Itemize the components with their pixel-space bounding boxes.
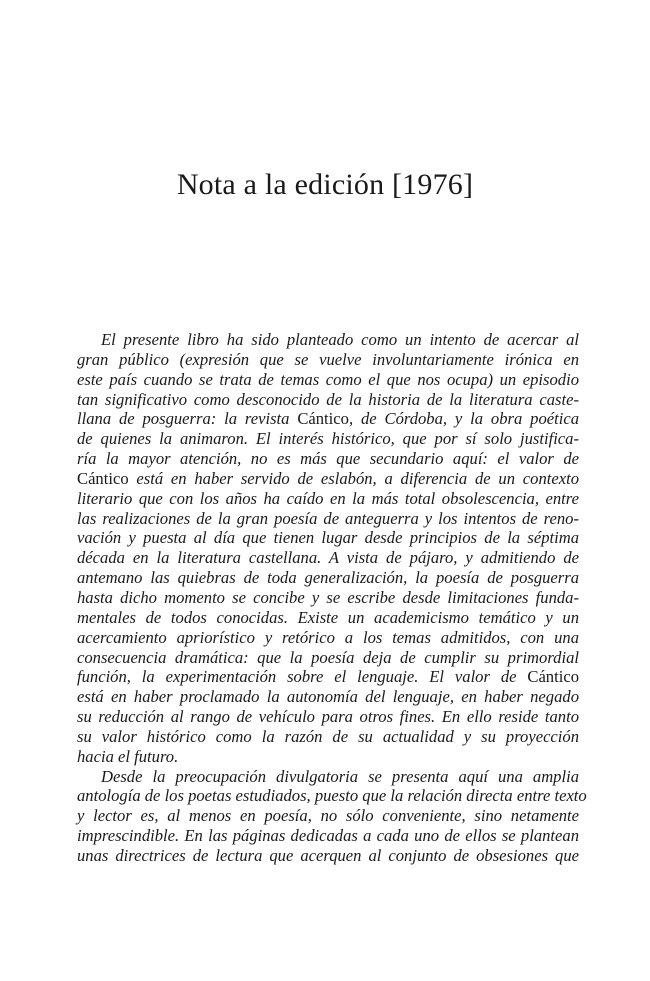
text-run: de quienes la animaron. El interés histórico, que por sí solo justifica- bbox=[77, 429, 579, 449]
paragraph bbox=[77, 330, 579, 767]
text-line bbox=[77, 588, 579, 608]
paragraph bbox=[77, 766, 587, 866]
text-line bbox=[77, 509, 579, 529]
text-run: Desde la preocupación divulgatoria se presenta aquí una amplia bbox=[101, 766, 579, 786]
text-line bbox=[77, 469, 579, 489]
text-line bbox=[77, 429, 579, 449]
text-line bbox=[77, 767, 579, 787]
text-run: hacia el futuro. bbox=[77, 746, 179, 766]
text-run: este país cuando se trata de temas como el que nos ocupa) un episodio bbox=[77, 369, 579, 389]
text-run: está en haber proclamado la autonomía del lenguaje, en haber negado bbox=[77, 687, 579, 707]
text-run: su valor histórico como la razón de su actualidad y su proyección bbox=[77, 726, 579, 746]
text-run: tan significativo como desconocido de la historia de la literatura caste- bbox=[77, 389, 579, 409]
text-run: gran público (expresión que se vuelve involuntariamente irónica en bbox=[77, 349, 579, 369]
text-line bbox=[77, 826, 579, 846]
text-run: y lector es, al menos en poesía, no sólo conveniente, sino netamente bbox=[77, 806, 579, 826]
text-line bbox=[77, 707, 579, 727]
journal-title: Cántico bbox=[527, 667, 579, 687]
text-run: ría la mayor atención, no es más que secundario aquí: el valor de bbox=[77, 449, 579, 469]
text-line bbox=[77, 449, 579, 469]
text-line bbox=[77, 370, 579, 390]
text-line bbox=[77, 528, 579, 548]
text-line bbox=[77, 806, 579, 826]
text-run: llana de posguerra: la revista bbox=[77, 409, 298, 429]
text-line bbox=[77, 330, 579, 350]
text-line bbox=[77, 350, 579, 370]
text-run: vación y puesta al día que tienen lugar desde principios de la séptima bbox=[77, 528, 579, 548]
text-run: antemano las quiebras de toda generalización, la poesía de posguerra bbox=[77, 568, 579, 588]
text-run: consecuencia dramática: que la poesía deja de cumplir su primordial bbox=[77, 647, 579, 667]
text-line bbox=[77, 667, 579, 687]
text-run: unas directrices de lectura que acerquen al conjunto de obsesiones que bbox=[77, 845, 579, 865]
body-text bbox=[77, 330, 587, 866]
text-line bbox=[77, 568, 579, 588]
text-run: , de Córdoba, y la obra poética bbox=[348, 409, 579, 429]
text-line bbox=[77, 608, 579, 628]
text-run: imprescindible. En las páginas dedicadas a cada uno de ellos se plantean bbox=[77, 826, 579, 846]
text-line bbox=[77, 648, 579, 668]
text-line bbox=[77, 786, 587, 806]
text-run: El presente libro ha sido planteado como un intento de acercar al bbox=[101, 330, 579, 349]
text-run: hasta dicho momento se concibe y se escribe desde limitaciones funda- bbox=[77, 587, 579, 607]
journal-title: Cántico bbox=[77, 468, 129, 488]
text-line bbox=[77, 548, 579, 568]
text-run: las realizaciones de la gran poesía de anteguerra y los intentos de reno- bbox=[77, 508, 579, 528]
text-run: mentales de todos conocidas. Existe un academicismo temático y un bbox=[77, 607, 579, 627]
text-line bbox=[77, 846, 579, 866]
text-line bbox=[77, 628, 579, 648]
text-run: su reducción al rango de vehículo para otros fines. En ello reside tanto bbox=[77, 707, 579, 727]
text-run: está en haber servido de eslabón, a diferencia de un contexto bbox=[128, 468, 579, 488]
text-run: década en la literatura castellana. A vista de pájaro, y admitiendo de bbox=[77, 548, 579, 568]
text-line bbox=[77, 747, 579, 767]
page-title: Nota a la edición [1976] bbox=[176, 168, 474, 201]
text-line bbox=[77, 390, 579, 410]
text-run: acercamiento apriorístico y retórico a los temas admitidos, con una bbox=[77, 627, 579, 647]
text-run: literario que con los años ha caído en la más total obsolescencia, entre bbox=[77, 488, 579, 508]
text-run: antología de los poetas estudiados, puesto que la relación directa entre texto bbox=[77, 786, 587, 806]
text-line bbox=[77, 409, 579, 429]
text-line bbox=[77, 727, 579, 747]
text-line bbox=[77, 489, 579, 509]
text-line bbox=[77, 687, 579, 707]
journal-title: Cántico bbox=[297, 409, 349, 429]
text-run: función, la experimentación sobre el lenguaje. El valor de bbox=[77, 667, 528, 687]
